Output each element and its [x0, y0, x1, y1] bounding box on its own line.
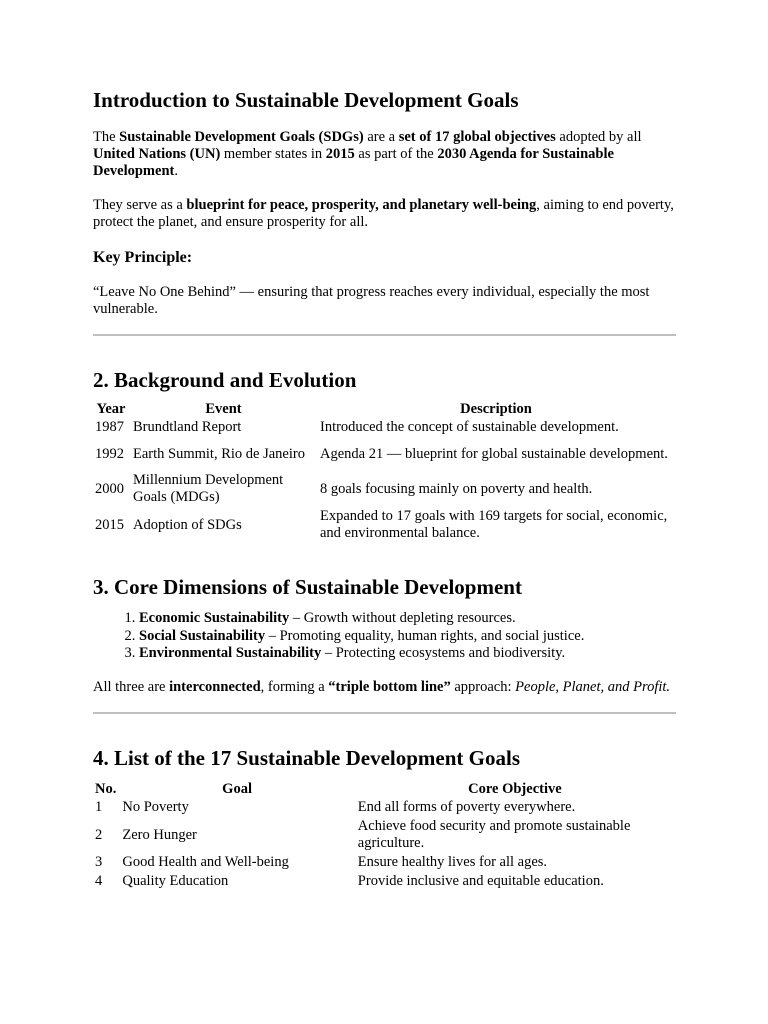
event-cell: Earth Summit, Rio de Janeiro — [133, 445, 305, 462]
section-divider — [93, 334, 676, 336]
table-row — [93, 854, 676, 872]
event-cell: Adoption of SDGs — [133, 516, 242, 533]
goal-number-cell: 3 — [95, 854, 103, 870]
key-principle-heading: Key Principle: — [93, 249, 193, 266]
table-row — [93, 506, 676, 544]
description-cell: Expanded to 17 goals with 169 targets for social, economic, and environmental balance. — [320, 508, 668, 541]
column-header-goal: Goal — [222, 780, 252, 797]
goals-table — [93, 780, 676, 891]
goal-number-cell: 4 — [95, 872, 103, 889]
goal-objective-cell: Achieve food security and promote sustainable agriculture. — [357, 818, 631, 851]
table-row — [93, 817, 676, 854]
list-item: 2. Social Sustainability – Promoting equality, human rights, and social justice. — [139, 628, 676, 646]
goal-name-cell: Good Health and Well-being — [122, 854, 289, 870]
goal-name-cell: Quality Education — [122, 872, 229, 889]
dimensions-list — [93, 610, 676, 663]
column-header-event: Event — [205, 400, 242, 417]
goal-name-cell: No Poverty — [122, 799, 189, 815]
intro-paragraph: The Sustainable Development Goals (SDGs) are a set of 17 global objectives adopted by all United Nations (UN) member states in 2015 as part of the 2030 Agenda for Sustainable Development. — [93, 129, 642, 179]
background-title: 2. Background and Evolution — [93, 368, 357, 392]
table-header-row — [93, 399, 676, 419]
description-cell: Introduced the concept of sustainable development. — [320, 419, 619, 435]
table-row — [93, 419, 676, 436]
column-header-objective: Core Objective — [468, 780, 562, 797]
year-cell: 1992 — [95, 445, 124, 462]
year-cell: 2015 — [95, 516, 124, 533]
goal-objective-cell: End all forms of poverty everywhere. — [357, 799, 576, 815]
event-cell: Brundtland Report — [133, 419, 242, 435]
core-dimensions-title: 3. Core Dimensions of Sustainable Development — [93, 575, 522, 599]
key-principle-text: “Leave No One Behind” — ensuring that progress reaches every individual, especially the most vulnerable. — [93, 284, 650, 317]
goals-title: 4. List of the 17 Sustainable Development Goals — [93, 745, 521, 770]
triple-bottom-line-paragraph: All three are interconnected, forming a “triple bottom line” approach: People, Planet, and Profit. — [93, 678, 671, 695]
event-cell: Millennium Development Goals (MDGs) — [133, 472, 284, 505]
list-item: 1. Economic Sustainability – Growth without depleting resources. — [139, 610, 676, 628]
section-divider — [93, 712, 676, 714]
column-header-number: No. — [95, 780, 117, 797]
table-row — [93, 799, 676, 817]
goal-objective-cell: Ensure healthy lives for all ages. — [357, 854, 548, 870]
description-cell: 8 goals focusing mainly on poverty and health. — [320, 480, 593, 497]
description-cell: Agenda 21 — blueprint for global sustainable development. — [320, 445, 668, 462]
table-row — [93, 472, 676, 506]
goal-number-cell: 2 — [95, 826, 103, 843]
list-item: 3. Environmental Sustainability – Protecting ecosystems and biodiversity. — [139, 645, 676, 663]
background-table — [93, 399, 676, 544]
goal-name-cell: Zero Hunger — [122, 826, 197, 843]
year-cell: 2000 — [95, 480, 124, 497]
intro-title: Introduction to Sustainable Development Goals — [93, 88, 519, 112]
goal-objective-cell: Provide inclusive and equitable education. — [357, 872, 604, 889]
goal-number-cell: 1 — [95, 799, 103, 815]
table-row — [93, 872, 676, 891]
purpose-paragraph: They serve as a blueprint for peace, prosperity, and planetary well-being, aiming to end poverty, protect the planet, and ensure prosperity for all. — [93, 197, 674, 230]
year-cell: 1987 — [95, 419, 124, 435]
table-header-row — [93, 780, 676, 799]
table-row — [93, 436, 676, 472]
column-header-year: Year — [96, 400, 126, 417]
column-header-description: Description — [460, 400, 532, 417]
document-body — [93, 87, 676, 891]
